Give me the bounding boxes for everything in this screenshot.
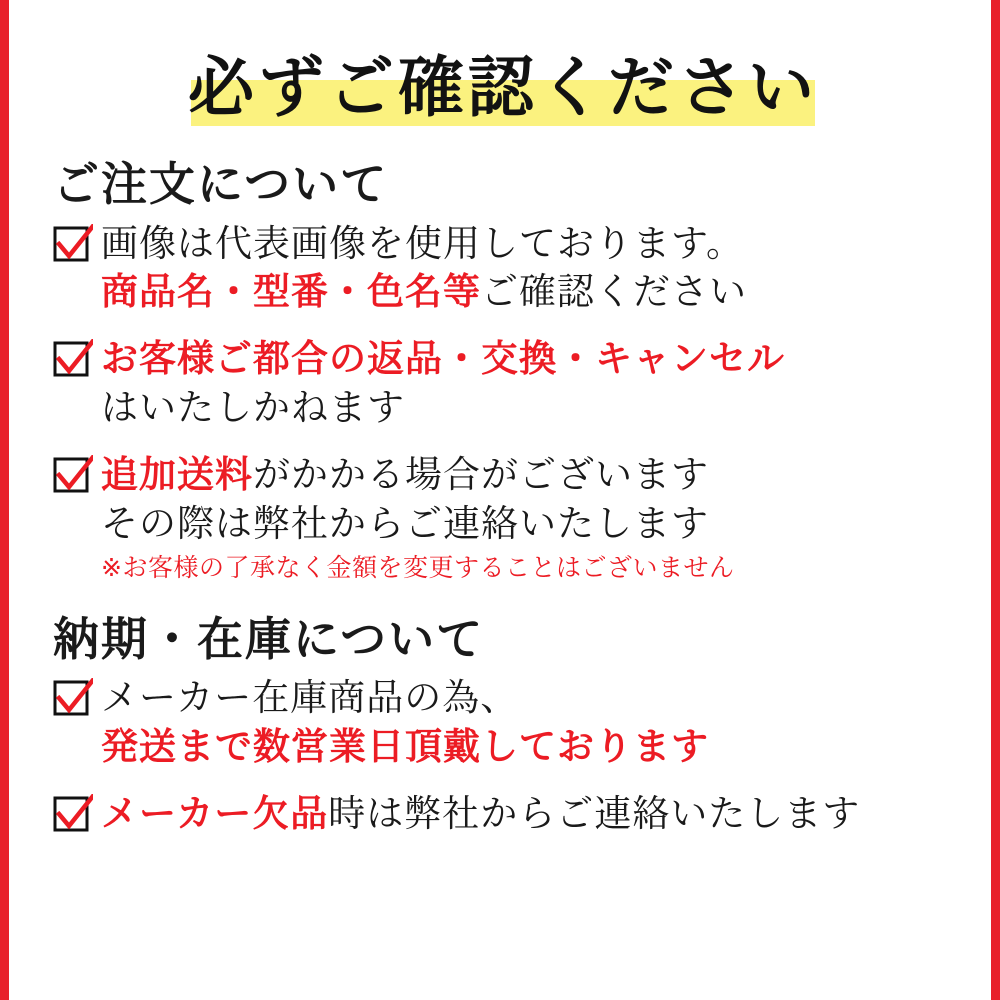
checkbox-checked-icon <box>53 794 93 834</box>
list-item-line <box>101 674 957 723</box>
list-item <box>53 335 957 433</box>
list-item-note: ※お客様の了承なく金額を変更することはございません <box>101 553 735 583</box>
checkbox-checked-icon <box>53 224 93 264</box>
line-text-red: メーカー欠品 <box>101 792 329 836</box>
line-text-black: はいたしかねます <box>101 385 405 429</box>
list-item-line <box>101 790 957 839</box>
checkbox-checked-icon <box>53 678 93 718</box>
page-title: 必ずご確認ください <box>188 49 818 126</box>
line-text-red: 追加送料 <box>101 452 253 496</box>
list-item-line <box>101 335 957 384</box>
list-item-line <box>101 268 957 317</box>
line-text-red: お客様ご都合の返品・交換・キャンセル <box>101 337 785 381</box>
list-item-line <box>101 220 957 269</box>
page-title-wrap <box>49 36 957 146</box>
checkbox-checked-icon <box>53 455 93 495</box>
section-heading-delivery: 納期・在庫について <box>53 611 485 666</box>
list-item <box>53 451 957 585</box>
section-heading-order: ご注文について <box>53 157 389 211</box>
list-item-text <box>101 451 957 585</box>
line-text-black: ご確認ください <box>481 270 747 314</box>
notice-content <box>9 0 991 1000</box>
list-item-line <box>101 384 957 433</box>
list-item-text <box>101 220 957 318</box>
line-text-black: メーカー在庫商品の為、 <box>101 676 519 720</box>
list-item-line <box>101 723 957 772</box>
line-text-black: がかかる場合がございます <box>253 452 709 496</box>
left-red-border <box>0 0 9 1000</box>
line-text-red: 商品名・型番・色名等 <box>101 270 481 314</box>
list-item-text <box>101 790 957 839</box>
list-item <box>53 220 957 318</box>
line-text-black: その際は弊社からご連絡いたします <box>101 501 709 545</box>
list-item-text <box>101 674 957 772</box>
list-item <box>53 790 957 839</box>
line-text-black: 時は弊社からご連絡いたします <box>328 792 861 836</box>
list-item-line <box>101 500 957 549</box>
list-item-text <box>101 335 957 433</box>
line-text-red: 発送まで数営業日頂戴しております <box>101 725 709 769</box>
list-item <box>53 674 957 772</box>
list-item-line <box>101 451 957 500</box>
line-text-black: 画像は代表画像を使用しております。 <box>101 221 745 265</box>
right-red-border <box>991 0 1000 1000</box>
checkbox-checked-icon <box>53 339 93 379</box>
